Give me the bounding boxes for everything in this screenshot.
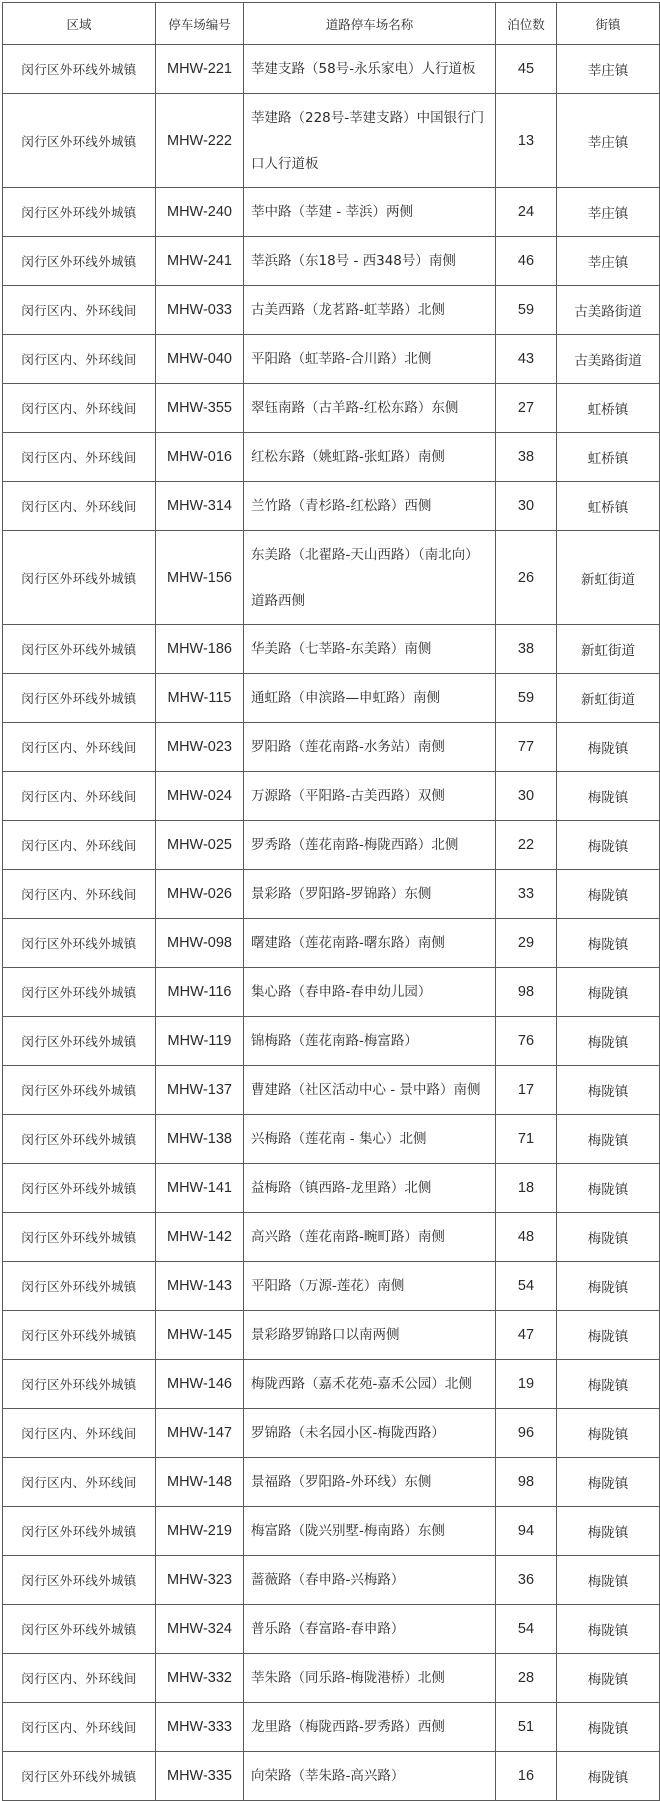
count-cell: 28: [496, 1654, 557, 1703]
table-row: [3, 870, 660, 919]
town-cell: 梅陇镇: [557, 919, 660, 968]
area-cell: 闵行区外环线外城镇: [3, 1164, 156, 1213]
count-cell: 36: [496, 1556, 557, 1605]
code-cell: MHW-016: [156, 433, 244, 482]
code-cell: MHW-142: [156, 1213, 244, 1262]
count-cell: 54: [496, 1262, 557, 1311]
code-cell: MHW-147: [156, 1409, 244, 1458]
header-town: 街镇: [557, 3, 660, 45]
town-cell: 梅陇镇: [557, 1752, 660, 1801]
code-cell: MHW-024: [156, 772, 244, 821]
count-cell: 30: [496, 772, 557, 821]
header-code: 停车场编号: [156, 3, 244, 45]
count-cell: 38: [496, 433, 557, 482]
name-cell: 普乐路（春富路-春申路）: [244, 1605, 496, 1654]
code-cell: MHW-141: [156, 1164, 244, 1213]
table-row: [3, 94, 660, 188]
table-row: [3, 1654, 660, 1703]
count-cell: 17: [496, 1066, 557, 1115]
name-cell: 曙建路（莲花南路-曙东路）南侧: [244, 919, 496, 968]
town-cell: 梅陇镇: [557, 1703, 660, 1752]
table-row: [3, 772, 660, 821]
code-cell: MHW-145: [156, 1311, 244, 1360]
area-cell: 闵行区内、外环线间: [3, 1409, 156, 1458]
area-cell: 闵行区外环线外城镇: [3, 188, 156, 237]
town-cell: 虹桥镇: [557, 433, 660, 482]
table-row: [3, 237, 660, 286]
area-cell: 闵行区内、外环线间: [3, 723, 156, 772]
town-cell: 梅陇镇: [557, 1213, 660, 1262]
town-cell: 梅陇镇: [557, 1605, 660, 1654]
town-cell: 古美路街道: [557, 335, 660, 384]
code-cell: MHW-314: [156, 482, 244, 531]
name-cell: 集心路（春申路-春申幼儿园）: [244, 968, 496, 1017]
table-row: [3, 1360, 660, 1409]
area-cell: 闵行区外环线外城镇: [3, 1017, 156, 1066]
parking-table-container: [2, 2, 660, 1801]
road-parking-table: [2, 2, 660, 1801]
town-cell: 虹桥镇: [557, 384, 660, 433]
name-cell: 平阳路（虹莘路-合川路）北侧: [244, 335, 496, 384]
table-row: [3, 1703, 660, 1752]
table-row: [3, 482, 660, 531]
count-cell: 16: [496, 1752, 557, 1801]
name-cell: 莘建路（228号-莘建支路）中国银行门口人行道板: [244, 94, 496, 188]
code-cell: MHW-025: [156, 821, 244, 870]
town-cell: 梅陇镇: [557, 772, 660, 821]
town-cell: 梅陇镇: [557, 1409, 660, 1458]
count-cell: 18: [496, 1164, 557, 1213]
name-cell: 莘朱路（同乐路-梅陇港桥）北侧: [244, 1654, 496, 1703]
count-cell: 77: [496, 723, 557, 772]
area-cell: 闵行区内、外环线间: [3, 1703, 156, 1752]
count-cell: 76: [496, 1017, 557, 1066]
name-cell: 曹建路（社区活动中心 - 景中路）南侧: [244, 1066, 496, 1115]
name-cell: 兰竹路（青杉路-红松路）西侧: [244, 482, 496, 531]
area-cell: 闵行区外环线外城镇: [3, 674, 156, 723]
name-cell: 万源路（平阳路-古美西路）双侧: [244, 772, 496, 821]
table-row: [3, 384, 660, 433]
name-cell: 兴梅路（莲花南 - 集心）北侧: [244, 1115, 496, 1164]
area-cell: 闵行区内、外环线间: [3, 1458, 156, 1507]
area-cell: 闵行区外环线外城镇: [3, 237, 156, 286]
town-cell: 梅陇镇: [557, 723, 660, 772]
town-cell: 梅陇镇: [557, 1654, 660, 1703]
table-row: [3, 723, 660, 772]
name-cell: 华美路（七莘路-东美路）南侧: [244, 625, 496, 674]
area-cell: 闵行区内、外环线间: [3, 384, 156, 433]
table-row: [3, 1311, 660, 1360]
area-cell: 闵行区内、外环线间: [3, 286, 156, 335]
area-cell: 闵行区内、外环线间: [3, 1654, 156, 1703]
name-cell: 通虹路（申滨路—申虹路）南侧: [244, 674, 496, 723]
count-cell: 59: [496, 674, 557, 723]
town-cell: 梅陇镇: [557, 1017, 660, 1066]
code-cell: MHW-156: [156, 531, 244, 625]
code-cell: MHW-116: [156, 968, 244, 1017]
code-cell: MHW-221: [156, 45, 244, 94]
table-row: [3, 625, 660, 674]
area-cell: 闵行区外环线外城镇: [3, 625, 156, 674]
code-cell: MHW-333: [156, 1703, 244, 1752]
area-cell: 闵行区内、外环线间: [3, 870, 156, 919]
town-cell: 梅陇镇: [557, 821, 660, 870]
code-cell: MHW-119: [156, 1017, 244, 1066]
town-cell: 新虹街道: [557, 531, 660, 625]
town-cell: 莘庄镇: [557, 188, 660, 237]
name-cell: 翠钰南路（古羊路-红松东路）东侧: [244, 384, 496, 433]
count-cell: 59: [496, 286, 557, 335]
area-cell: 闵行区内、外环线间: [3, 335, 156, 384]
name-cell: 益梅路（镇西路-龙里路）北侧: [244, 1164, 496, 1213]
code-cell: MHW-148: [156, 1458, 244, 1507]
town-cell: 莘庄镇: [557, 237, 660, 286]
town-cell: 梅陇镇: [557, 1066, 660, 1115]
table-row: [3, 45, 660, 94]
area-cell: 闵行区外环线外城镇: [3, 94, 156, 188]
table-row: [3, 531, 660, 625]
name-cell: 蔷薇路（春申路-兴梅路）: [244, 1556, 496, 1605]
area-cell: 闵行区外环线外城镇: [3, 1507, 156, 1556]
table-row: [3, 1409, 660, 1458]
count-cell: 30: [496, 482, 557, 531]
town-cell: 梅陇镇: [557, 1458, 660, 1507]
table-row: [3, 1164, 660, 1213]
count-cell: 38: [496, 625, 557, 674]
table-row: [3, 1115, 660, 1164]
count-cell: 22: [496, 821, 557, 870]
town-cell: 新虹街道: [557, 625, 660, 674]
area-cell: 闵行区外环线外城镇: [3, 1360, 156, 1409]
area-cell: 闵行区外环线外城镇: [3, 1115, 156, 1164]
code-cell: MHW-219: [156, 1507, 244, 1556]
count-cell: 19: [496, 1360, 557, 1409]
code-cell: MHW-186: [156, 625, 244, 674]
area-cell: 闵行区外环线外城镇: [3, 45, 156, 94]
count-cell: 96: [496, 1409, 557, 1458]
count-cell: 98: [496, 1458, 557, 1507]
count-cell: 43: [496, 335, 557, 384]
table-row: [3, 286, 660, 335]
area-cell: 闵行区外环线外城镇: [3, 1262, 156, 1311]
name-cell: 向荣路（莘朱路-高兴路）: [244, 1752, 496, 1801]
name-cell: 红松东路（姚虹路-张虹路）南侧: [244, 433, 496, 482]
name-cell: 东美路（北翟路-天山西路）（南北向）道路西侧: [244, 531, 496, 625]
name-cell: 罗锦路（未名园小区-梅陇西路）: [244, 1409, 496, 1458]
area-cell: 闵行区外环线外城镇: [3, 531, 156, 625]
area-cell: 闵行区外环线外城镇: [3, 1556, 156, 1605]
header-area: 区域: [3, 3, 156, 45]
count-cell: 33: [496, 870, 557, 919]
town-cell: 梅陇镇: [557, 1311, 660, 1360]
count-cell: 27: [496, 384, 557, 433]
count-cell: 48: [496, 1213, 557, 1262]
code-cell: MHW-098: [156, 919, 244, 968]
code-cell: MHW-115: [156, 674, 244, 723]
count-cell: 94: [496, 1507, 557, 1556]
area-cell: 闵行区内、外环线间: [3, 433, 156, 482]
area-cell: 闵行区外环线外城镇: [3, 1605, 156, 1654]
table-row: [3, 433, 660, 482]
count-cell: 71: [496, 1115, 557, 1164]
table-body: [3, 45, 660, 1801]
table-row: [3, 1507, 660, 1556]
code-cell: MHW-324: [156, 1605, 244, 1654]
town-cell: 梅陇镇: [557, 870, 660, 919]
count-cell: 26: [496, 531, 557, 625]
town-cell: 莘庄镇: [557, 94, 660, 188]
count-cell: 24: [496, 188, 557, 237]
table-row: [3, 1213, 660, 1262]
area-cell: 闵行区外环线外城镇: [3, 1752, 156, 1801]
town-cell: 梅陇镇: [557, 1360, 660, 1409]
table-row: [3, 188, 660, 237]
table-row: [3, 674, 660, 723]
header-count: 泊位数: [496, 3, 557, 45]
code-cell: MHW-033: [156, 286, 244, 335]
name-cell: 莘浜路（东18号 - 西348号）南侧: [244, 237, 496, 286]
code-cell: MHW-040: [156, 335, 244, 384]
code-cell: MHW-241: [156, 237, 244, 286]
count-cell: 45: [496, 45, 557, 94]
area-cell: 闵行区外环线外城镇: [3, 919, 156, 968]
count-cell: 54: [496, 1605, 557, 1654]
town-cell: 新虹街道: [557, 674, 660, 723]
name-cell: 梅富路（陇兴别墅-梅南路）东侧: [244, 1507, 496, 1556]
table-row: [3, 919, 660, 968]
name-cell: 景福路（罗阳路-外环线）东侧: [244, 1458, 496, 1507]
town-cell: 梅陇镇: [557, 1556, 660, 1605]
code-cell: MHW-146: [156, 1360, 244, 1409]
name-cell: 景彩路罗锦路口以南两侧: [244, 1311, 496, 1360]
name-cell: 罗阳路（莲花南路-水务站）南侧: [244, 723, 496, 772]
count-cell: 51: [496, 1703, 557, 1752]
table-row: [3, 335, 660, 384]
header-row: [3, 3, 660, 45]
table-row: [3, 968, 660, 1017]
table-row: [3, 821, 660, 870]
count-cell: 98: [496, 968, 557, 1017]
count-cell: 47: [496, 1311, 557, 1360]
name-cell: 莘中路（莘建 - 莘浜）两侧: [244, 188, 496, 237]
area-cell: 闵行区外环线外城镇: [3, 1311, 156, 1360]
table-row: [3, 1556, 660, 1605]
count-cell: 13: [496, 94, 557, 188]
area-cell: 闵行区外环线外城镇: [3, 968, 156, 1017]
code-cell: MHW-335: [156, 1752, 244, 1801]
area-cell: 闵行区内、外环线间: [3, 821, 156, 870]
table-row: [3, 1017, 660, 1066]
table-row: [3, 1262, 660, 1311]
area-cell: 闵行区外环线外城镇: [3, 1213, 156, 1262]
table-row: [3, 1066, 660, 1115]
town-cell: 梅陇镇: [557, 1507, 660, 1556]
town-cell: 梅陇镇: [557, 968, 660, 1017]
table-row: [3, 1605, 660, 1654]
code-cell: MHW-137: [156, 1066, 244, 1115]
name-cell: 景彩路（罗阳路-罗锦路）东侧: [244, 870, 496, 919]
code-cell: MHW-143: [156, 1262, 244, 1311]
town-cell: 梅陇镇: [557, 1115, 660, 1164]
name-cell: 古美西路（龙茗路-虹莘路）北侧: [244, 286, 496, 335]
name-cell: 龙里路（梅陇西路-罗秀路）西侧: [244, 1703, 496, 1752]
header-name: 道路停车场名称: [244, 3, 496, 45]
area-cell: 闵行区内、外环线间: [3, 482, 156, 531]
name-cell: 高兴路（莲花南路-畹町路）南侧: [244, 1213, 496, 1262]
code-cell: MHW-355: [156, 384, 244, 433]
name-cell: 锦梅路（莲花南路-梅富路）: [244, 1017, 496, 1066]
code-cell: MHW-332: [156, 1654, 244, 1703]
code-cell: MHW-323: [156, 1556, 244, 1605]
name-cell: 罗秀路（莲花南路-梅陇西路）北侧: [244, 821, 496, 870]
count-cell: 29: [496, 919, 557, 968]
area-cell: 闵行区外环线外城镇: [3, 1066, 156, 1115]
town-cell: 梅陇镇: [557, 1164, 660, 1213]
code-cell: MHW-026: [156, 870, 244, 919]
count-cell: 46: [496, 237, 557, 286]
name-cell: 莘建支路（58号-永乐家电）人行道板: [244, 45, 496, 94]
name-cell: 平阳路（万源-莲花）南侧: [244, 1262, 496, 1311]
town-cell: 虹桥镇: [557, 482, 660, 531]
town-cell: 古美路街道: [557, 286, 660, 335]
town-cell: 梅陇镇: [557, 1262, 660, 1311]
town-cell: 莘庄镇: [557, 45, 660, 94]
area-cell: 闵行区内、外环线间: [3, 772, 156, 821]
code-cell: MHW-023: [156, 723, 244, 772]
code-cell: MHW-240: [156, 188, 244, 237]
name-cell: 梅陇西路（嘉禾花苑-嘉禾公园）北侧: [244, 1360, 496, 1409]
code-cell: MHW-222: [156, 94, 244, 188]
table-row: [3, 1752, 660, 1801]
code-cell: MHW-138: [156, 1115, 244, 1164]
table-row: [3, 1458, 660, 1507]
